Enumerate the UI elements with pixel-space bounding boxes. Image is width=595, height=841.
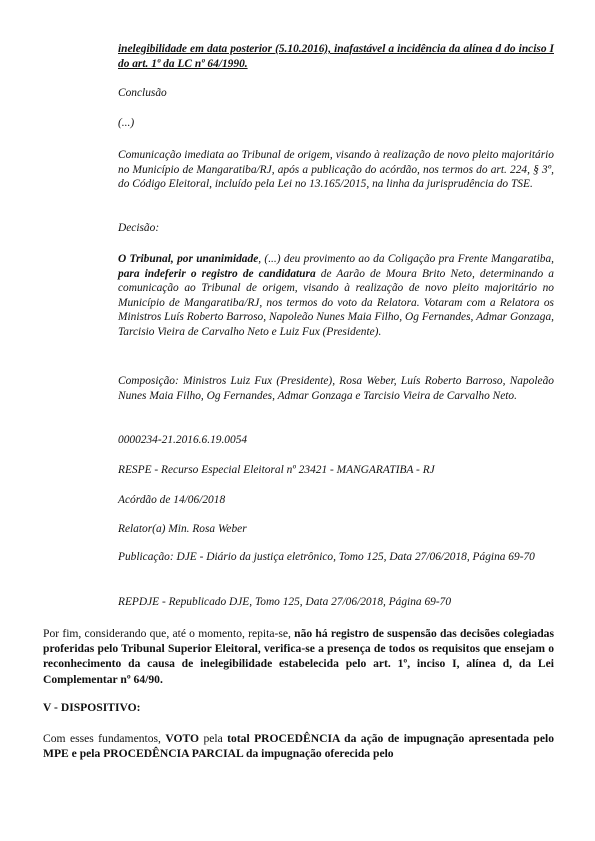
porfim-text: Por fim, considerando que, até o momento, repita-se, xyxy=(43,627,295,640)
relator-line: Relator(a) Min. Rosa Weber xyxy=(118,523,247,535)
dispositivo-bold-2: total PROCEDÊNCIA da ação de impugnação apresentada pelo MPE e pela PROCEDÊNCIA PARCIAL da impugnação oferecida pelo xyxy=(43,732,554,761)
decisao-paragraph xyxy=(118,252,554,340)
decisao-bold-2: para indeferir o registro de candidatura xyxy=(118,267,316,280)
publicacao-line: Publicação: DJE - Diário da justiça eletrônico, Tomo 125, Data 27/06/2018, Página 69-70 xyxy=(118,551,535,563)
quote-inelegibilidade xyxy=(118,42,554,71)
section-title-text: V - DISPOSITIVO: xyxy=(43,701,141,714)
conclusao-label: Conclusão xyxy=(118,87,167,99)
decisao-label: Decisão: xyxy=(118,222,160,234)
porfim-paragraph xyxy=(43,626,554,687)
respe-line: RESPE - Recurso Especial Eleitoral nº 23421 - MANGARATIBA - RJ xyxy=(118,464,435,476)
dispositivo-text-1: Com esses fundamentos, xyxy=(43,732,166,745)
decisao-text-1: , (...) deu provimento ao da Coligação pra Frente Mangaratiba, xyxy=(258,253,554,265)
decisao-bold-1: O Tribunal, por unanimidade xyxy=(118,253,259,265)
ellipsis: (...) xyxy=(118,117,135,129)
composicao-paragraph: Composição: Ministros Luiz Fux (Presidente), Rosa Weber, Luís Roberto Barroso, Napoleão Nunes Maia Filho, Og Fernandes, Admar Gonzaga e Tarcisio Vieira de Carvalho Neto. xyxy=(118,375,554,402)
decisao-text-2: de Aarão de Moura Brito Neto, determinando a comunicação ao Tribunal de origem, visando à realização de novo pleito majoritário no Município de Mangaratiba/RJ, nos termos do voto da Relatora. Votaram com a Relatora os Ministros Luís Roberto Barroso, Napoleão Nunes Maia Filho, Og Fernandes, Admar Gonzaga, Tarcisio Vieira de Carvalho Neto e Luiz Fux (Presidente). xyxy=(118,267,554,338)
dispositivo-bold-1: VOTO xyxy=(165,732,200,745)
processo-number: 0000234-21.2016.6.19.0054 xyxy=(118,434,248,446)
section-title xyxy=(43,700,554,715)
repdje-line: REPDJE - Republicado DJE, Tomo 125, Data 27/06/2018, Página 69-70 xyxy=(118,596,452,608)
acordao-date: Acórdão de 14/06/2018 xyxy=(118,494,226,506)
comunicacao-paragraph: Comunicação imediata ao Tribunal de origem, visando à realização de novo pleito majoritário no Município de Mangaratiba/RJ, após a publicação do acórdão, nos termos do art. 224, § 3º, do Código Eleitoral, incluído pela Lei no 13.165/2015, na linha da jurisprudência do TSE. xyxy=(118,149,554,191)
porfim-bold: não há registro de suspensão das decisões colegiadas proferidas pelo Tribunal Superior Eleitoral, verifica-se a presença de todos os requisitos que ensejam o reconhecimento da causa de inelegibilidade estabelecida pelo art. 1º, inciso I, alínea d, da Lei Complementar nº 64/90. xyxy=(43,627,554,686)
dispositivo-paragraph xyxy=(43,731,554,761)
dispositivo-text-2: pela xyxy=(199,732,228,745)
quote-inelegibilidade-text: inelegibilidade em data posterior (5.10.2016), inafastável a incidência da alínea d do inciso I do art. 1º da LC nº 64/1990. xyxy=(118,43,554,70)
